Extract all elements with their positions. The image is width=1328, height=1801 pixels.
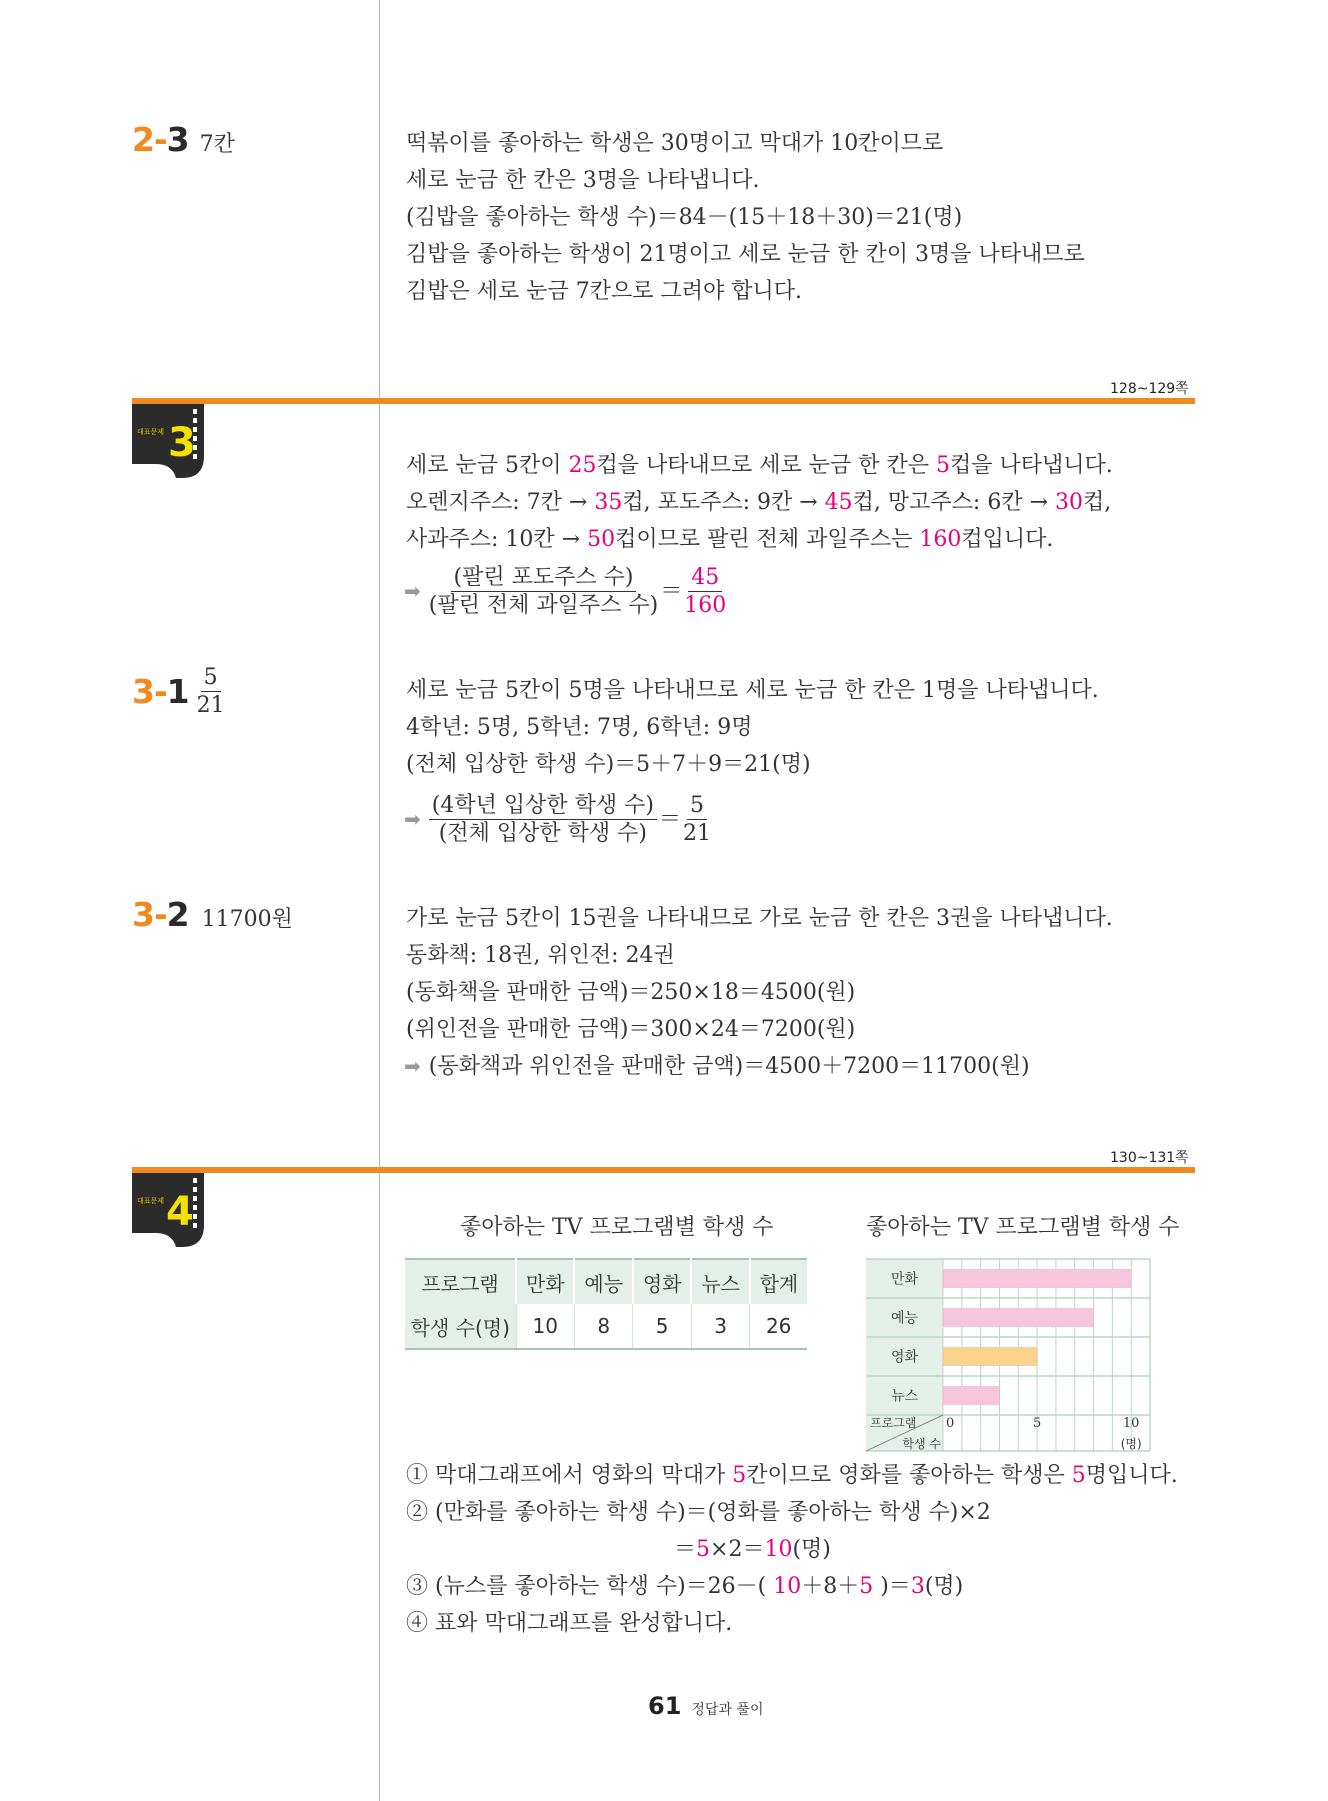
table-cell: 26 xyxy=(750,1304,807,1349)
fraction: $\frac{\text{(팔린 포도주스 수)}}{\text{(팔린 전체 과일주스 수)}}$ xyxy=(428,565,659,618)
line: (김밥을 좋아하는 학생 수)＝84－(15＋18＋30)＝21(명) xyxy=(406,205,963,230)
answer: 11700원 xyxy=(201,907,293,932)
fraction-expression: ➡ $\frac{\text{(4학년 입상한 학생 수)}}{\text{(전체 입상한 학생 수)}}$ ＝ $\frac{5}{21}$ xyxy=(404,793,711,846)
table-cell: 5 xyxy=(633,1304,691,1349)
step-1: ① 막대그래프에서 영화의 막대가 5칸이므로 영화를 좋아하는 학생은 5명입니다. xyxy=(406,1463,1178,1488)
result-fraction: $\frac{45}{160}$ xyxy=(684,565,727,618)
table-title: 좋아하는 TV 프로그램별 학생 수 xyxy=(460,1215,774,1240)
table-cell: 10 xyxy=(516,1304,574,1349)
tick-label: 10 xyxy=(1122,1416,1140,1431)
arrow-icon: ➡ xyxy=(404,579,421,603)
step-4: ④ 표와 막대그래프를 완성합니다. xyxy=(406,1611,733,1636)
section-badge-4 xyxy=(132,1173,208,1249)
category-label: 뉴스 xyxy=(890,1388,919,1405)
corner-bottom-label: 학생 수 xyxy=(902,1437,941,1451)
graph-title: 좋아하는 TV 프로그램별 학생 수 xyxy=(866,1215,1180,1240)
line: 동화책: 18권, 위인전: 24권 xyxy=(406,943,675,968)
page-range: 128~129쪽 xyxy=(1110,381,1189,397)
section-rule xyxy=(132,1167,1195,1173)
problem-label-3-2: 3-2 11700원 xyxy=(132,895,293,934)
fraction-expression: ➡ $\frac{\text{(팔린 포도주스 수)}}{\text{(팔린 전체 과일주스 수)}}$ ＝ $\frac{45}{160}$ xyxy=(404,565,727,618)
tick-label: 5 xyxy=(1032,1416,1042,1431)
unit-label: (명) xyxy=(1120,1437,1142,1451)
bar xyxy=(943,1387,999,1405)
solution-3-1 xyxy=(406,672,1099,783)
solution-3 xyxy=(406,447,1113,558)
svg-text:4: 4 xyxy=(166,1189,194,1235)
solution-2-3 xyxy=(406,125,1085,310)
header-cell: 합계 xyxy=(750,1259,807,1304)
table-row xyxy=(405,1304,807,1349)
line: 김밥은 세로 눈금 7칸으로 그려야 합니다. xyxy=(406,279,802,304)
problem-label-2-3: 2-3 7칸 xyxy=(132,120,235,159)
step-2: ② (만화를 좋아하는 학생 수)＝(영화를 좋아하는 학생 수)×2 xyxy=(406,1500,991,1525)
header-cell: 예능 xyxy=(574,1259,632,1304)
table-cell: 8 xyxy=(574,1304,632,1349)
footer-title: 정답과 풀이 xyxy=(691,1702,764,1718)
page-footer xyxy=(648,1692,763,1720)
line: (위인전을 판매한 금액)＝300×24＝7200(원) xyxy=(406,1017,856,1042)
tick-label: 0 xyxy=(946,1416,955,1431)
header-cell: 영화 xyxy=(633,1259,691,1304)
line: 세로 눈금 5칸이 5명을 나타내므로 세로 눈금 한 칸은 1명을 나타냅니다. xyxy=(406,678,1099,703)
bar-chart xyxy=(866,1258,1153,1452)
column-divider xyxy=(379,0,380,1801)
solution-3-2 xyxy=(406,900,1113,1085)
bar xyxy=(943,1348,1037,1366)
result-fraction: $\frac{5}{21}$ xyxy=(682,793,711,846)
svg-text:대표문제: 대표문제 xyxy=(137,1197,165,1205)
arrow-icon: ➡ xyxy=(404,807,421,831)
line: 사과주스: 10칸 → 50컵이므로 팔린 전체 과일주스는 160컵입니다. xyxy=(406,527,1054,552)
category-label: 만화 xyxy=(890,1271,919,1288)
line: 4학년: 5명, 5학년: 7명, 6학년: 9명 xyxy=(406,715,753,740)
corner-top-label: 프로그램 xyxy=(870,1416,917,1430)
problem-label-3-1: 3 - 1 $\frac{5}{21}$ xyxy=(132,665,225,718)
bar xyxy=(943,1270,1131,1288)
category-label: 영화 xyxy=(890,1349,919,1366)
line: 오렌지주스: 7칸 → 35컵, 포도주스: 9칸 → 45컵, 망고주스: 6칸 → 30컵, xyxy=(406,490,1112,515)
line: 김밥을 좋아하는 학생이 21명이고 세로 눈금 한 칸이 3명을 나타내므로 xyxy=(406,242,1085,267)
page-number: 61 xyxy=(648,1692,682,1720)
line: 가로 눈금 5칸이 15권을 나타내므로 가로 눈금 한 칸은 3권을 나타냅니다. xyxy=(406,906,1113,931)
line: 떡볶이를 좋아하는 학생은 30명이고 막대가 10칸이므로 xyxy=(406,131,944,156)
row-label: 학생 수(명) xyxy=(405,1304,516,1349)
header-cell: 만화 xyxy=(516,1259,574,1304)
page-range: 130~131쪽 xyxy=(1110,1150,1189,1166)
table-cell: 3 xyxy=(691,1304,749,1349)
fraction: $\frac{\text{(4학년 입상한 학생 수)}}{\text{(전체 입상한 학생 수)}}$ xyxy=(429,792,657,847)
answer: 7칸 xyxy=(199,132,235,157)
answer: $\frac{5}{21}$ xyxy=(196,665,225,718)
category-label: 예능 xyxy=(890,1310,919,1327)
step-2-continuation: ＝5×2＝10(명) xyxy=(674,1537,831,1562)
svg-text:대표문제: 대표문제 xyxy=(137,428,165,436)
data-table xyxy=(405,1258,807,1350)
solution-4 xyxy=(406,1457,1178,1642)
step-3: ③ (뉴스를 좋아하는 학생 수)＝26－( 10＋8＋5 )＝3(명) xyxy=(406,1574,964,1599)
line: 세로 눈금 한 칸은 3명을 나타냅니다. xyxy=(406,168,760,193)
section-rule xyxy=(132,398,1195,404)
table-header-row xyxy=(405,1259,807,1304)
header-cell: 프로그램 xyxy=(405,1259,516,1304)
line: (동화책을 판매한 금액)＝250×18＝4500(원) xyxy=(406,980,856,1005)
header-cell: 뉴스 xyxy=(691,1259,749,1304)
bar xyxy=(943,1309,1094,1327)
line: (전체 입상한 학생 수)＝5＋7＋9＝21(명) xyxy=(406,752,811,777)
svg-text:3: 3 xyxy=(168,420,196,466)
line: 세로 눈금 5칸이 25컵을 나타내므로 세로 눈금 한 칸은 5컵을 나타냅니다. xyxy=(406,453,1113,478)
line: ➡ (동화책과 위인전을 판매한 금액)＝4500＋7200＝11700(원) xyxy=(404,1054,1030,1079)
section-badge-3 xyxy=(132,404,208,480)
arrow-icon: ➡ xyxy=(404,1054,421,1078)
